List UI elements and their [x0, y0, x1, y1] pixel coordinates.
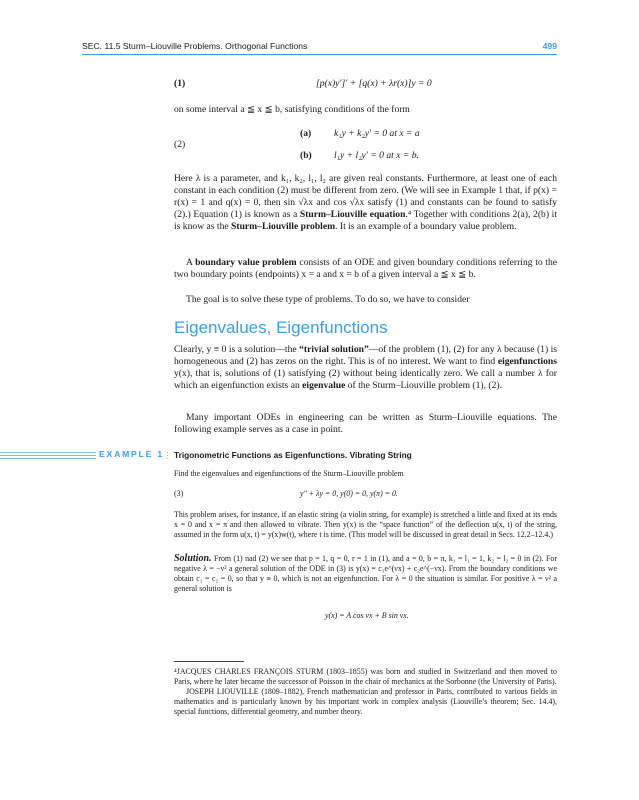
eq2b-formula: l₁y + l₂y′ = 0 at x = b.: [334, 150, 419, 161]
term-eigenvalue: eigenvalue: [302, 379, 346, 391]
paragraph-5: Many important ODEs in engineering can be written as Sturm–Liouville equations. The following example serves as a case in point.: [174, 412, 557, 435]
footnote: [174, 667, 557, 717]
footnote-rule: [174, 661, 244, 662]
paragraph-4: Clearly, y ≡ 0 is a solution—the “trivial solution”—of the problem (1), (2) for any λ because (1) is homogeneous and (2) has zeros on the right. This is of no interest. We want to find eigenfunctions y(x), that is, solutions of (1) satisfying (2) without being identically zero. We call a number λ for which an eigenfunction exists an eigenvalue of the Sturm–Liouville problem (1), (2).: [174, 344, 558, 391]
eq2-label: (2): [174, 139, 186, 150]
eq3-label: (3): [174, 489, 184, 498]
paragraph-2: A boundary value problem consists of an ODE and given boundary conditions referring to the two boundary points (endpoints) x = a and x = b of a given interval a ≦ x ≦ b.: [174, 257, 558, 280]
eq1-label: (1): [174, 78, 186, 89]
footnote-sturm: ⁴JACQUES CHARLES FRANÇOIS STURM (1803–1855) was born and studied in Switzerland and then moved to Paris, where he later became the successor of Poisson in the chair of mechanics at the Sorbonne (the University of Paris).: [174, 667, 557, 687]
term-trivial-solution: “trivial solution”: [299, 344, 369, 355]
footnote-liouville: JOSEPH LIOUVILLE (1809–1882), French mathematician and professor in Paris, contributed to various fields in mathematics and is particularly known by his important work in complex analysis (Liouville’s theorem; Sec. 14.4), special functions, differential geometry, and number theory.: [174, 687, 557, 717]
eq2a-label: (a): [300, 128, 312, 139]
term-sturm-liouville-equation: Sturm–Liouville equation: [299, 208, 406, 220]
running-head: [82, 41, 557, 55]
eq3-formula: y″ + λy = 0, y(0) = 0, y(π) = 0.: [300, 489, 398, 498]
eq1-formula: [p(x)y′]′ + [q(x) + λr(x)]y = 0: [316, 78, 432, 89]
interval-text: on some interval a ≦ x ≦ b, satisfying conditions of the form: [174, 104, 410, 115]
example-text: This problem arises, for instance, if an elastic string (a violin string, for example) is stretched a little and fixed at its ends x = 0 and x = π and then allowed to vibrate. Then y(x) is the “space function” of the deflection u(x, t) of the string, assumed in the form u(x, t) = y(x)w(t), where t is time. (This model will be discussed in great detail in Secs. 12.2–12.4.): [174, 510, 557, 540]
eq2b-label: (b): [300, 150, 312, 161]
example-title: Trigonometric Functions as Eigenfunctions. Vibrating String: [174, 450, 412, 460]
page-number: 499: [542, 41, 557, 51]
paragraph-3: The goal is to solve these type of problems. To do so, we have to consider: [186, 294, 470, 305]
example-intro: Find the eigenvalues and eigenfunctions of the Sturm–Liouville problem: [174, 469, 404, 478]
section-title: Eigenvalues, Eigenfunctions: [174, 318, 388, 337]
solution-paragraph: Solution. From (1) nad (2) we see that p = 1, q = 0, r = 1 in (1), and a = 0, b = π, k₁ = l₁ = 1, k₂ = l₂ = 0 in (2). For negative λ = −ν² a general solution of the ODE in (3) is y(x) = c₁e^(νx) + c₂e^(−νx). From the boundary conditions we obtain c₁ = c₂ = 0, so that y ≡ 0, which is not an eigenfunction. For λ = 0 the situation is similar. For positive λ = ν² a general solution is: [174, 553, 557, 594]
term-sturm-liouville-problem: Sturm–Liouville problem: [231, 220, 336, 232]
example-label: EXAMPLE 1: [96, 449, 167, 459]
term-eigenfunctions: eigenfunctions: [497, 355, 557, 367]
term-boundary-value-problem: boundary value problem: [195, 257, 297, 268]
section-header: SEC. 11.5 Sturm–Liouville Problems. Orthogonal Functions: [82, 41, 308, 51]
paragraph-1: Here λ is a parameter, and k₁, k₂, l₁, l₂ are given real constants. Furthermore, at least one of each constant in each condition (2) must be different from zero. (We will see in Example 1 that, if p(x) = r(x) = 1 and q(x) = 0, then sin √λx and cos √λx satisfy (1) and constants can be found to satisfy (2).) Equation (1) is known as a Sturm–Liouville equation.⁴ Together with conditions 2(a), 2(b) it is know as the Sturm–Liouville problem. It is an example of a boundary value problem.: [174, 173, 557, 232]
solution-label: Solution.: [174, 553, 212, 564]
eq2a-formula: k₁y + k₂y′ = 0 at x = a: [334, 128, 420, 139]
general-solution: y(x) = A cos νx + B sin νx.: [325, 611, 409, 620]
header-rule: [82, 54, 557, 55]
